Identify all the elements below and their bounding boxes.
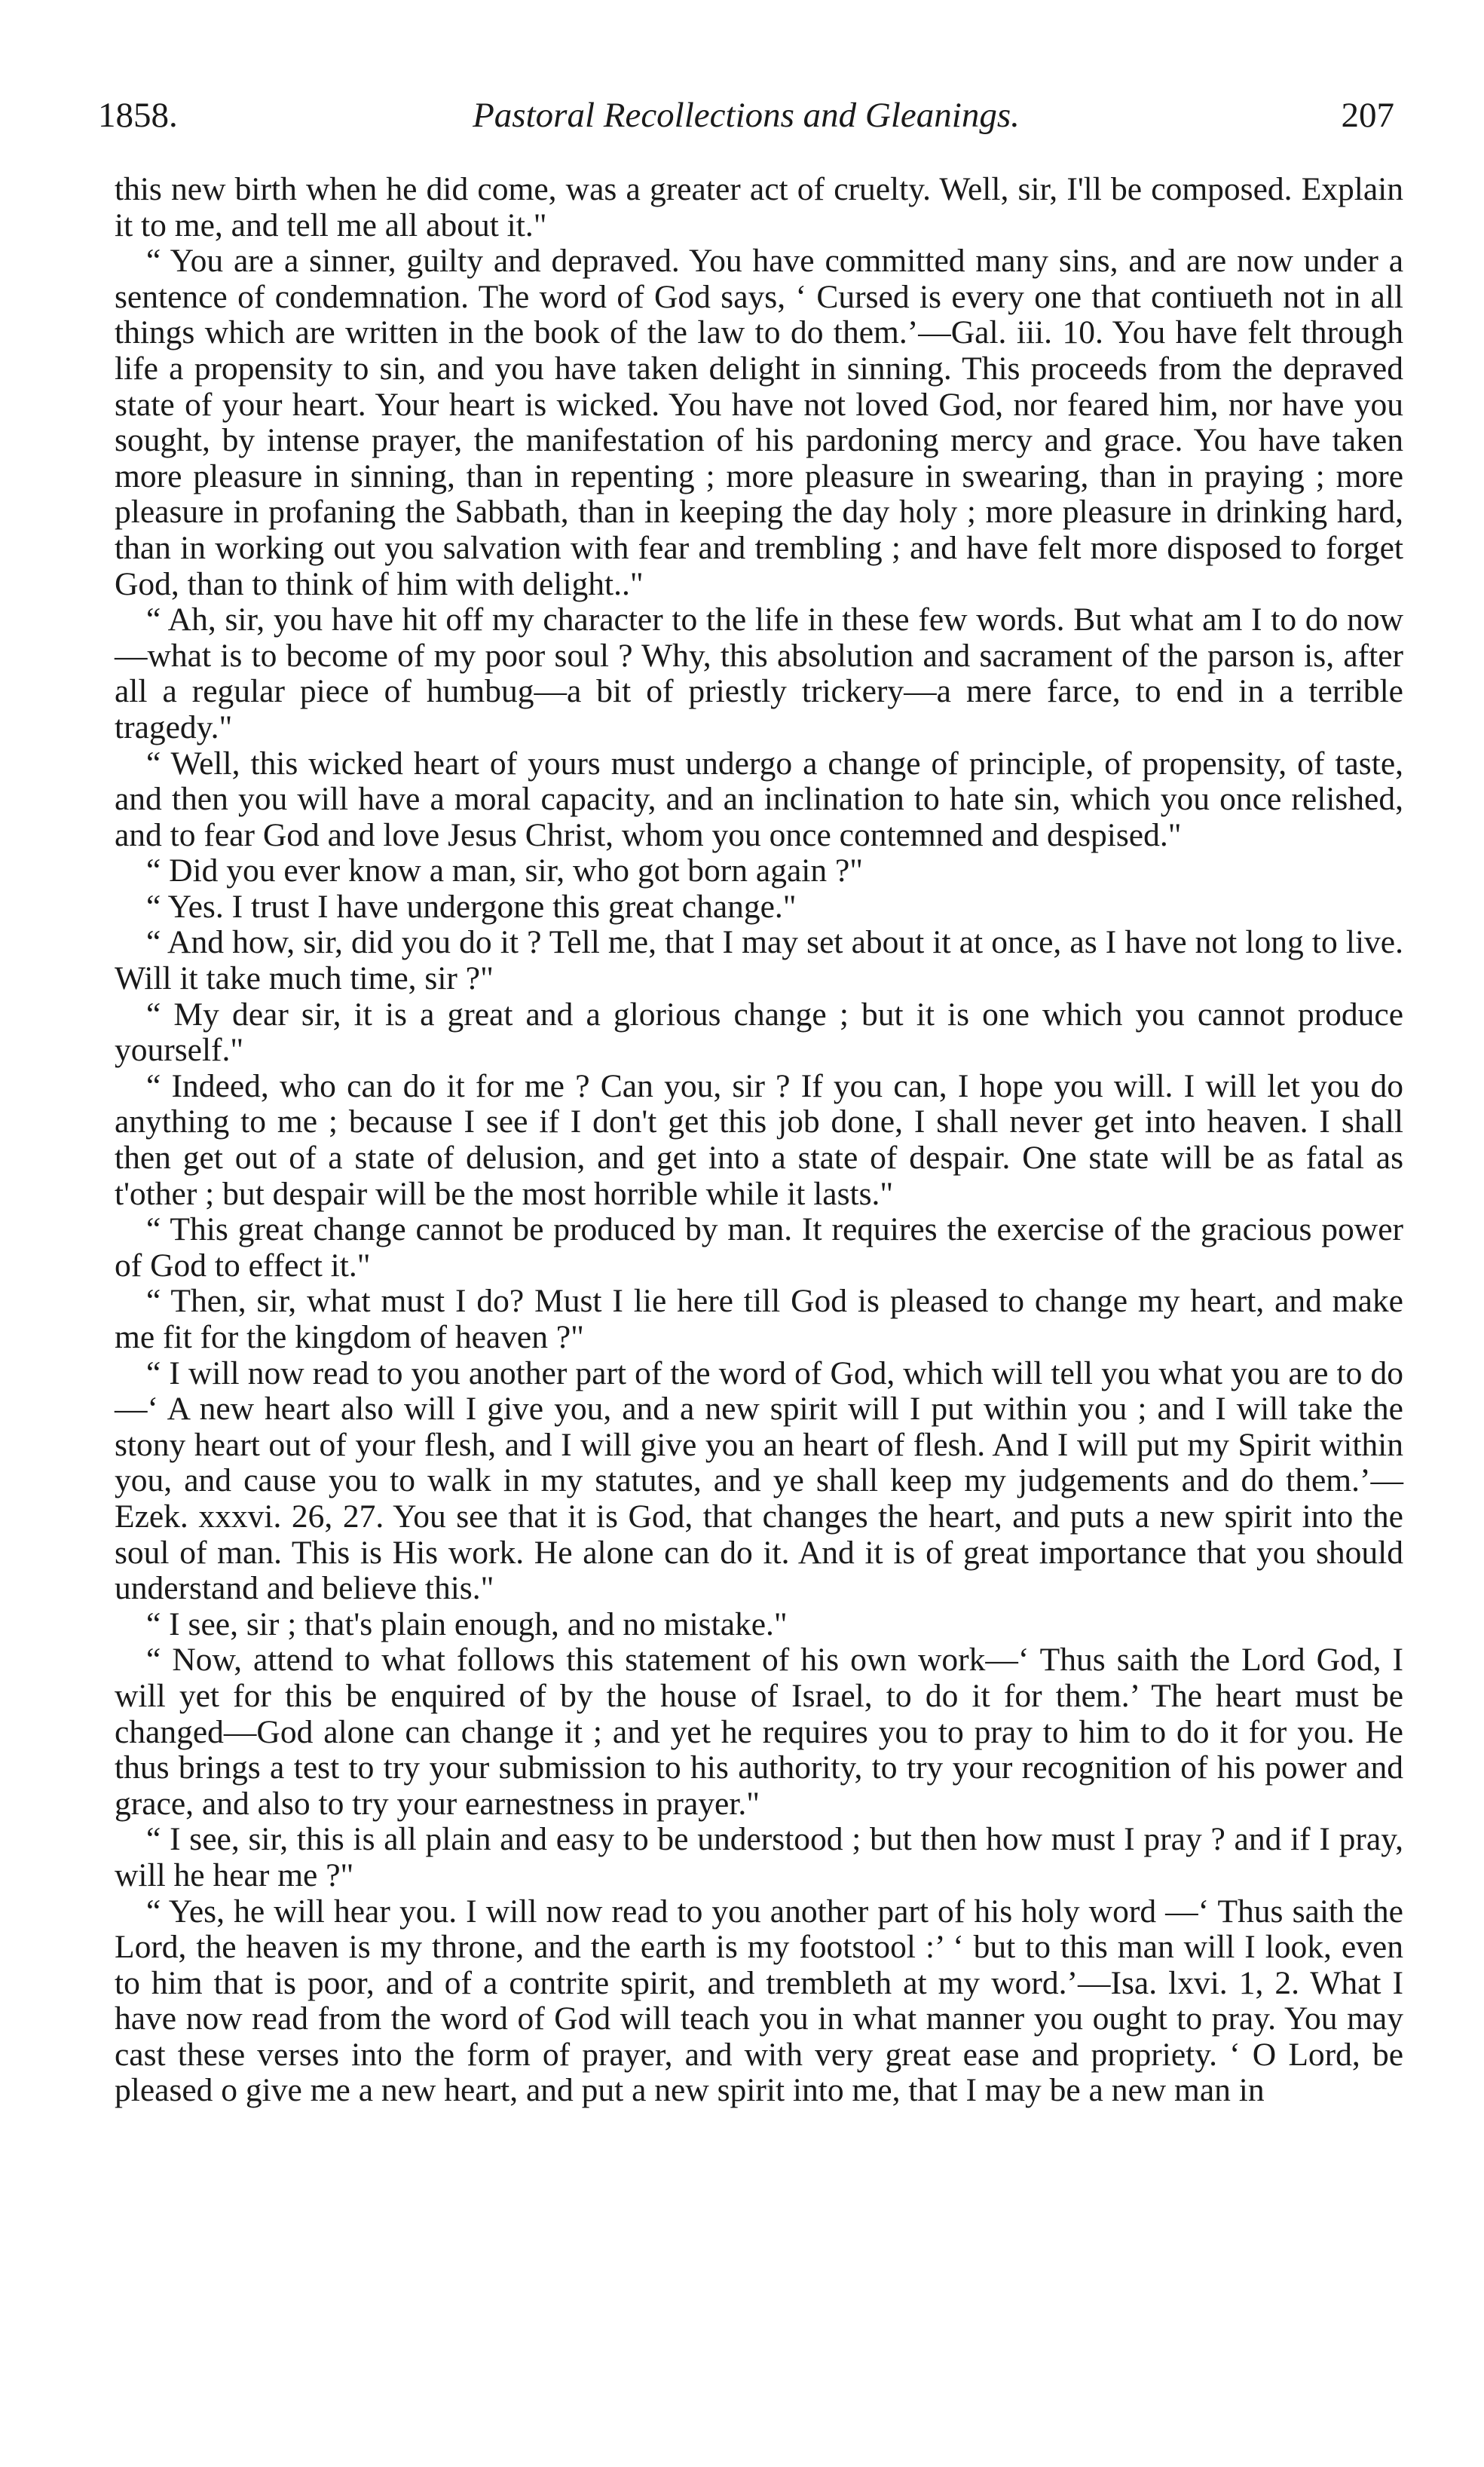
paragraph: “ Then, sir, what must I do? Must I lie here till God is pleased to change my heart, and make me fit for the kingdom of heaven ?" [115, 1283, 1403, 1355]
page-number: 207 [1341, 96, 1394, 135]
paragraph: “ Did you ever know a man, sir, who got born again ?" [146, 852, 864, 889]
paragraph: “ You are a sinner, guilty and depraved. You have committed many sins, and are now under a sentence of condemnation. The word of God says, ‘ Cursed is every one that contiueth not in all things which are written in the book of the law to do them.’—Gal. iii. 10. You have felt through life a propensity to sin, and you have taken delight in sinning. This proceeds from the depraved state of your heart. Your heart is wicked. You have not loved God, nor feared him, nor have you sought, by intense prayer, the manifestation of his pardoning mercy and grace. You have taken more pleasure in sinning, than in repenting ; more pleasure in swearing, than in praying ; more pleasure in profaning the Sabbath, than in keeping the day holy ; more pleasure in drinking hard, than in working out you salvation with fear and trembling ; and have felt more disposed to forget God, than to think of him with delight.." [115, 243, 1403, 602]
paragraph: “ Ah, sir, you have hit off my character to the life in these few words. But what am I to do now—what is to become of my poor soul ? Why, this absolution and sacrament of the parson is, after all a regular piece of humbug—a bit of priestly trickery—a mere farce, to end in a terrible tragedy." [115, 601, 1403, 745]
paragraph: “ Indeed, who can do it for me ? Can you, sir ? If you can, I hope you will. I will let you do anything to me ; because I see if I don't get this job done, I shall never get into heaven. I shall then get out of a state of delusion, and get into a state of despair. One state will be as fatal as t'other ; but despair will be the most horrible while it lasts." [115, 1067, 1403, 1212]
paragraph-continuation: this new birth when he did come, was a greater act of cruelty. Well, sir, I'll be composed. Explain it to me, and tell me all about it." [115, 171, 1403, 243]
paragraph: “ And how, sir, did you do it ? Tell me, that I may set about it at once, as I have not long to live. Will it take much time, sir ?" [115, 924, 1403, 997]
paragraph: “ My dear sir, it is a great and a glorious change ; but it is one which you cannot produce yourself." [115, 996, 1403, 1069]
running-header [98, 89, 1394, 142]
paragraph: “ Yes. I trust I have undergone this great change." [146, 888, 797, 925]
paragraph: “ I see, sir, this is all plain and easy to be understood ; but then how must I pray ? and if I pray, will he hear me ?" [115, 1821, 1403, 1893]
running-title: Pastoral Recollections and Gleanings. [473, 96, 1020, 135]
paragraph: “ Now, attend to what follows this statement of his own work—‘ Thus saith the Lord God, I will yet for this be enquired of by the house of Israel, to do it for them.’ The heart must be changed—God alone can change it ; and yet he requires you to pray to him to do it for you. He thus brings a test to try your submission to his authority, to try your recognition of his power and grace, and also to try your earnestness in prayer." [115, 1642, 1403, 1822]
paragraph: “ Well, this wicked heart of yours must undergo a change of principle, of propensity, of taste, and then you will have a moral capacity, and an inclination to hate sin, which you once relished, and to fear God and love Jesus Christ, whom you once contemned and despised." [115, 745, 1403, 853]
header-year: 1858. [98, 96, 178, 135]
paragraph: “ I will now read to you another part of the word of God, which will tell you what you are to do—‘ A new heart also will I give you, and a new spirit will I put within you ; and I will take the stony heart out of your flesh, and I will give you an heart of flesh. And I will put my Spirit within you, and cause you to walk in my statutes, and ye shall keep my judgements and do them.’—Ezek. xxxvi. 26, 27. You see that it is God, that changes the heart, and puts a new spirit into the soul of man. This is His work. He alone can do it. And it is of great importance that you should understand and believe this." [115, 1354, 1403, 1607]
paragraph: “ This great change cannot be produced by man. It requires the exercise of the gracious power of God to effect it." [115, 1211, 1403, 1284]
paragraph: “ Yes, he will hear you. I will now read to you another part of his holy word —‘ Thus saith the Lord, the heaven is my throne, and the earth is my footstool :’ ‘ but to this man will I look, even to him that is poor, and of a contrite spirit, and trembleth at my word.’—Isa. lxvi. 1, 2. What I have now read from the word of God will teach you in what manner you ought to pray. You may cast these verses into the form of prayer, and with very great ease and propriety. ‘ O Lord, be pleased o give me a new heart, and put a new spirit into me, that I may be a new man in [115, 1893, 1403, 2109]
body-text [115, 172, 1403, 2109]
paragraph: “ I see, sir ; that's plain enough, and no mistake." [146, 1605, 788, 1642]
